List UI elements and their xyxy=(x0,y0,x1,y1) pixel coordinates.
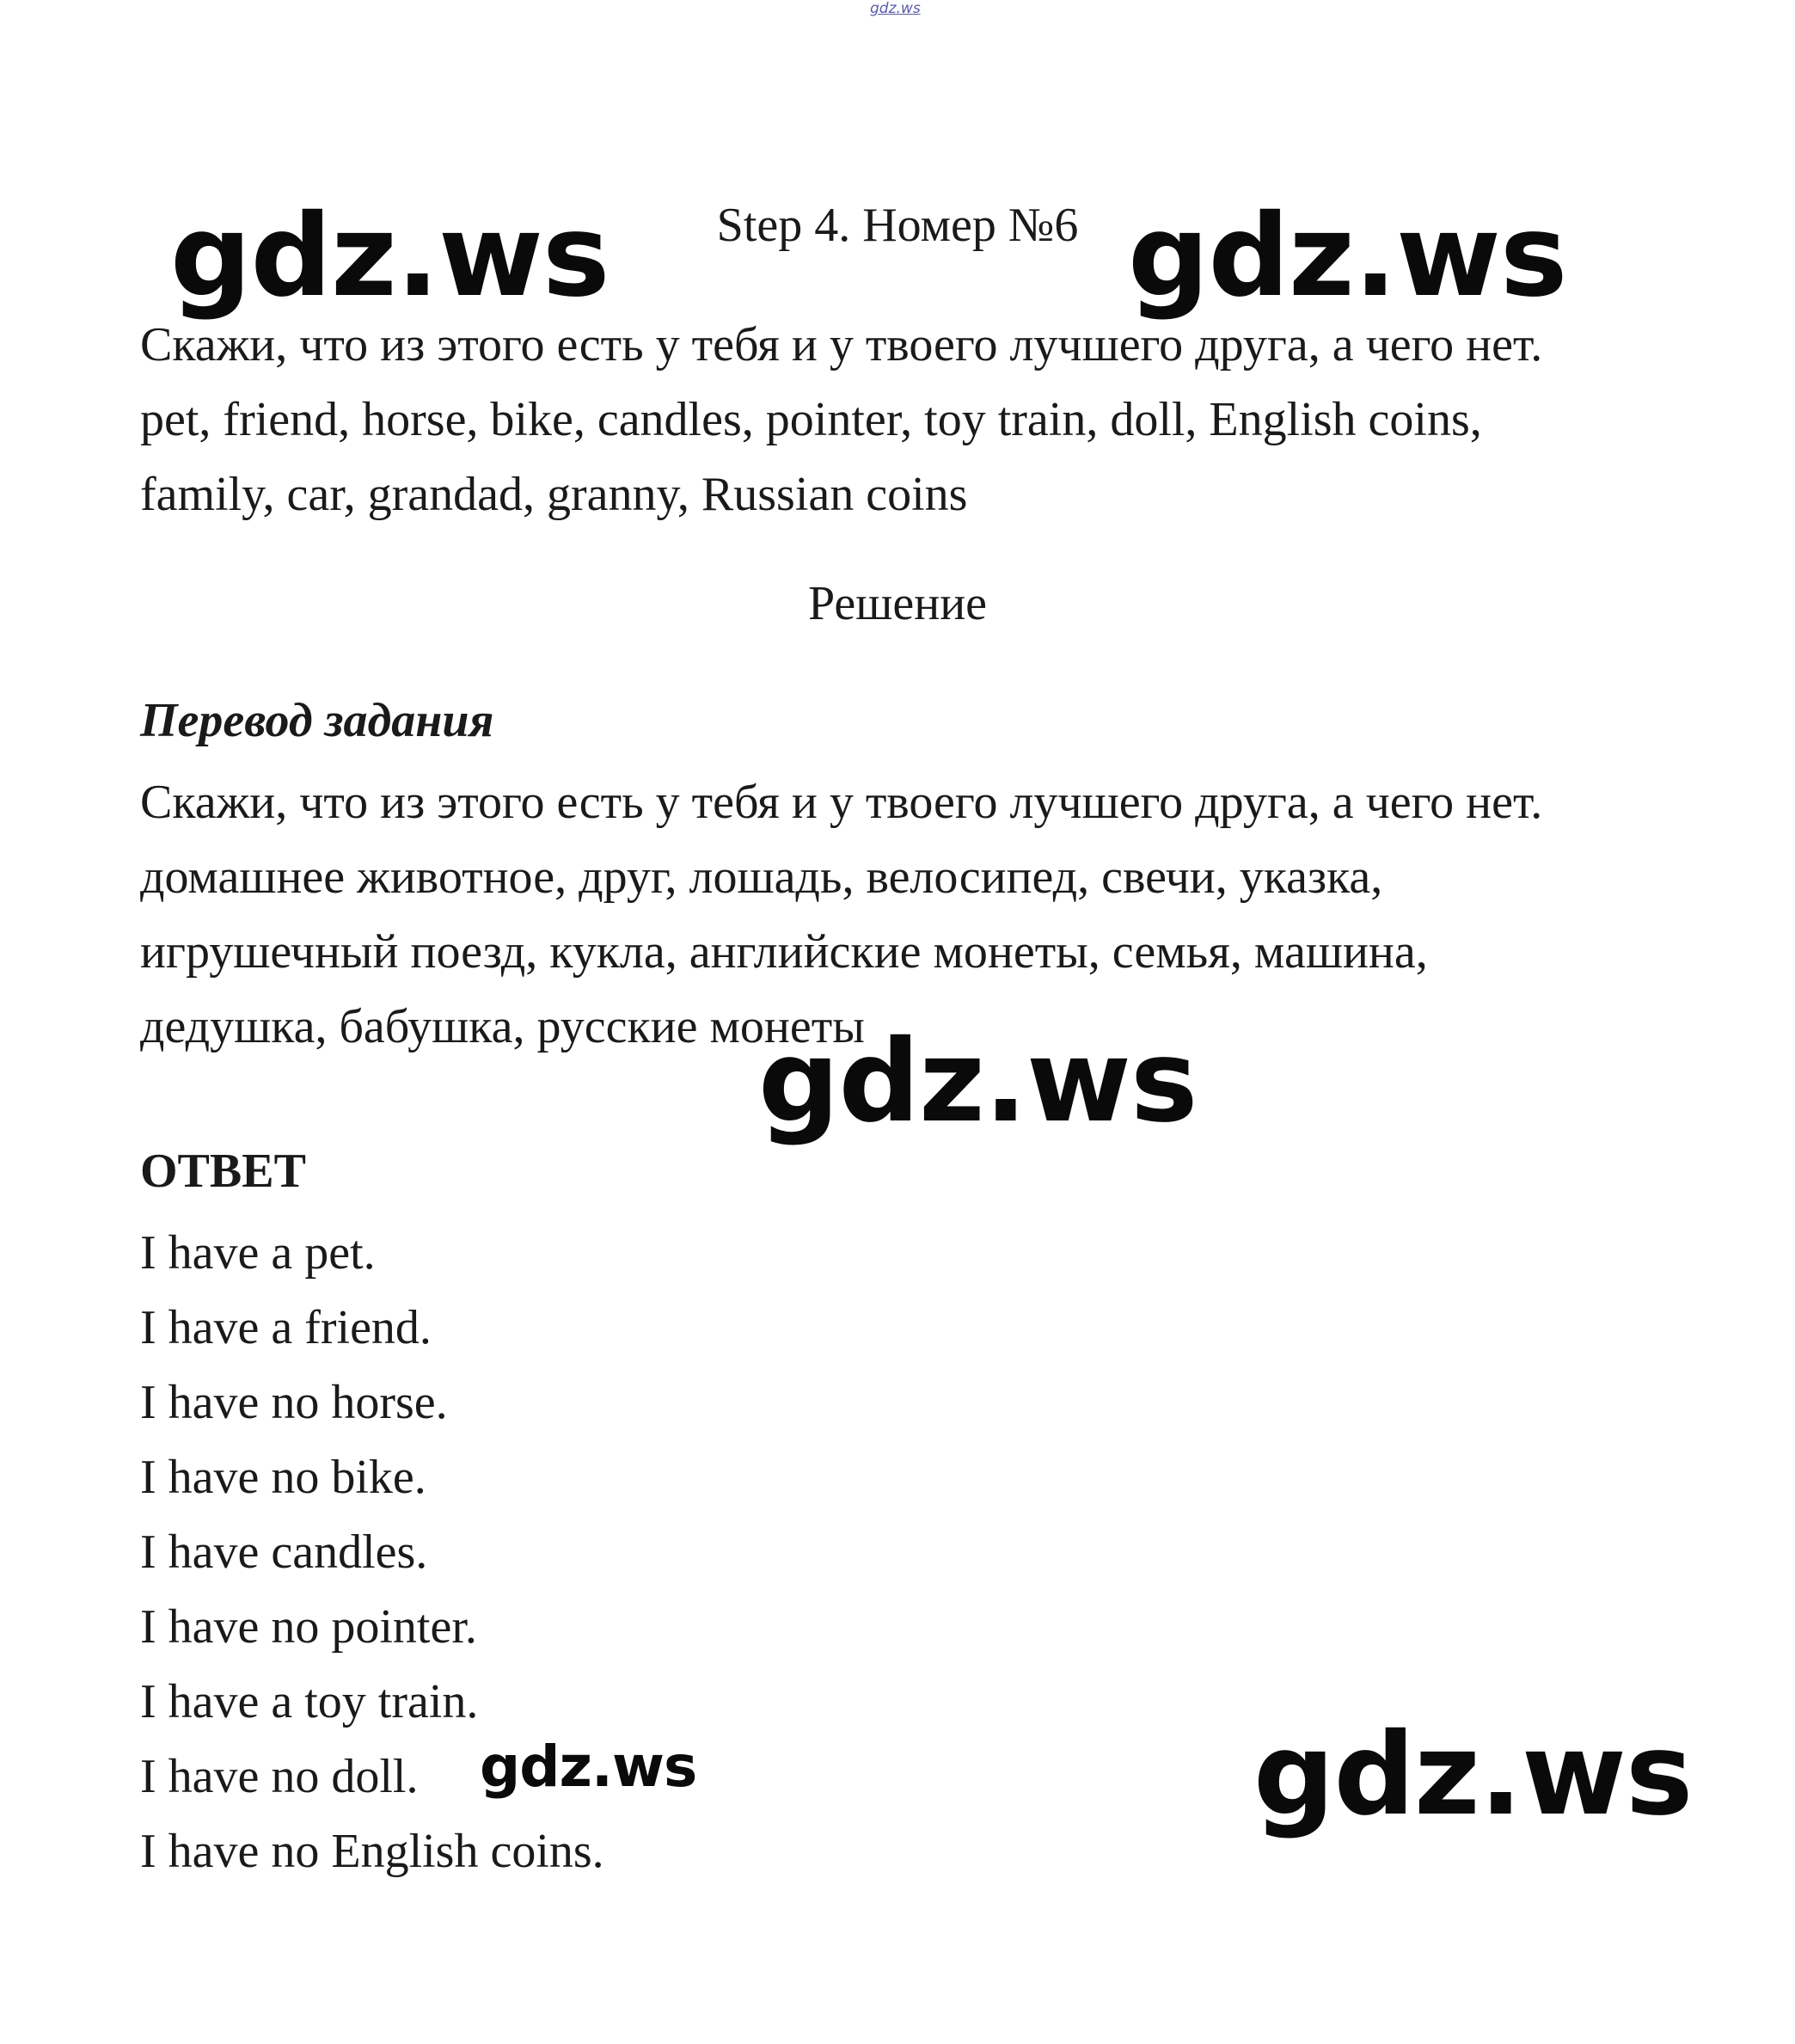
answer-line: I have no bike. xyxy=(140,1451,426,1504)
answer-line: I have a toy train. xyxy=(140,1675,479,1728)
watermark: gdz.ws xyxy=(480,1734,697,1800)
task-text xyxy=(140,308,1688,532)
answer-heading: ОТВЕТ xyxy=(140,1145,306,1198)
solution-label: Решение xyxy=(807,577,988,630)
page-title: Step 4. Номер №6 xyxy=(716,199,1079,252)
answer-line: I have no pointer. xyxy=(140,1600,477,1654)
answer-line: I have candles. xyxy=(140,1525,428,1579)
answer-line: I have a friend. xyxy=(140,1301,432,1354)
translation-heading: Перевод задания xyxy=(140,694,494,747)
translation-line: домашнее животное, друг, лошадь, велосипед, свечи, указка, xyxy=(140,850,1383,904)
translation-line: игрушечный поезд, кукла, английские монеты, семья, машина, xyxy=(140,925,1428,979)
answer-line: I have no doll. xyxy=(140,1750,419,1803)
watermark: gdz.ws xyxy=(170,190,610,322)
watermark: gdz.ws xyxy=(1253,1709,1693,1841)
task-line: family, car, grandad, granny, Russian coins xyxy=(140,468,968,521)
answer-line: I have no horse. xyxy=(140,1376,448,1429)
answer-line: I have a pet. xyxy=(140,1226,376,1280)
site-mark[interactable]: gdz.ws xyxy=(870,0,921,17)
watermark: gdz.ws xyxy=(758,1016,1198,1148)
answer-line: I have no English coins. xyxy=(140,1825,604,1878)
translation-line: дедушка, бабушка, русские монеты xyxy=(140,1000,865,1053)
task-line: pet, friend, horse, bike, candles, pointer, toy train, doll, English coins, xyxy=(140,393,1482,446)
watermark: gdz.ws xyxy=(1128,190,1567,322)
translation-line: Скажи, что из этого есть у тебя и у твоего лучшего друга, а чего нет. xyxy=(140,776,1543,829)
task-line: Скажи, что из этого есть у тебя и у твоего лучшего друга, а чего нет. xyxy=(140,318,1543,371)
